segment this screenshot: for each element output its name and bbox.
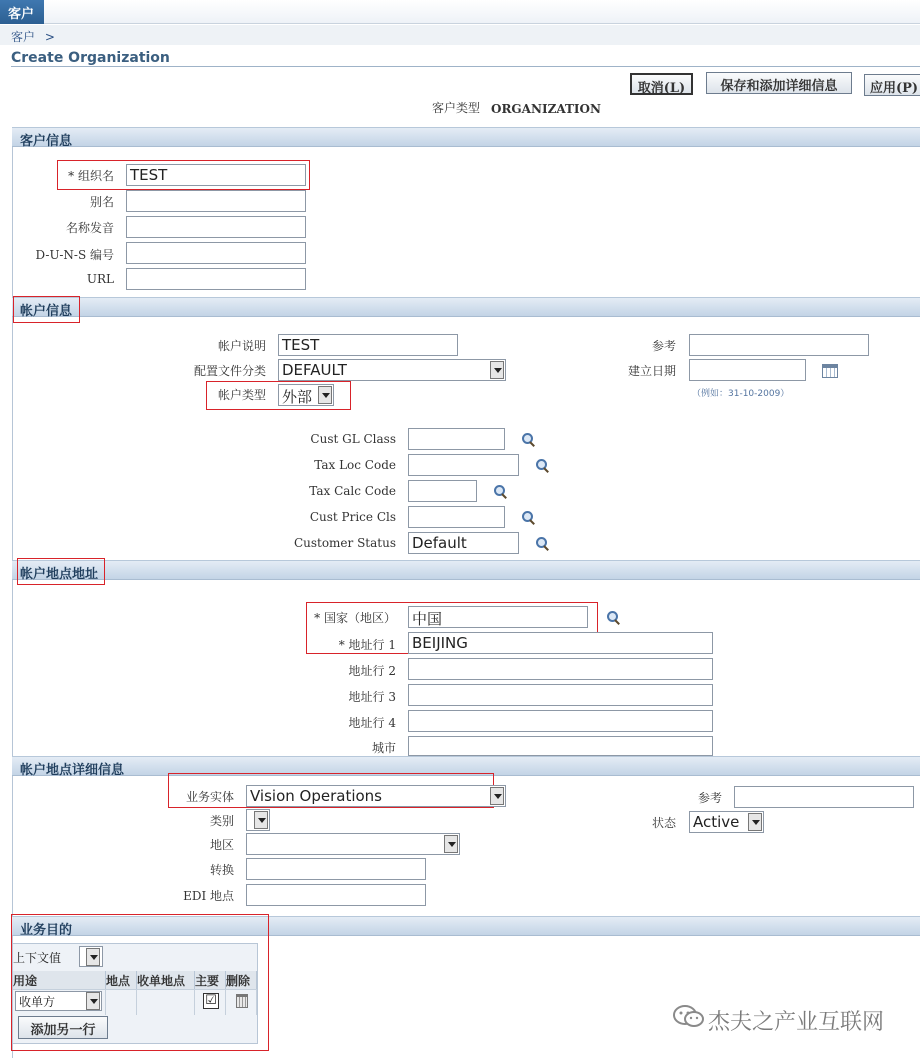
cust-price-cls-input[interactable]: [408, 506, 505, 528]
column-header-bill-to-location: 收单地点: [137, 971, 195, 989]
duns-input[interactable]: [126, 242, 306, 264]
purpose-select[interactable]: 收单方: [15, 991, 102, 1011]
category-label: 类别: [209, 814, 234, 828]
reference-input[interactable]: [689, 334, 869, 356]
address-line2-label: 地址行 2: [348, 664, 396, 678]
site-reference-label: 参考: [697, 791, 722, 805]
address-line1-label: * 地址行 1: [338, 638, 396, 652]
search-icon[interactable]: [521, 432, 535, 446]
url-input[interactable]: [126, 268, 306, 290]
section-account-info-title: 帐户信息: [20, 304, 73, 319]
region-select[interactable]: [246, 833, 460, 855]
profile-class-label: 配置文件分类: [193, 364, 266, 378]
established-date-label: 建立日期: [627, 364, 676, 378]
tax-loc-code-label: Tax Loc Code: [314, 458, 396, 472]
account-description-label: 帐户说明: [217, 339, 266, 353]
customer-status-label: Customer Status: [293, 536, 396, 550]
tax-loc-code-input[interactable]: [408, 454, 519, 476]
section-account-info: [12, 297, 920, 317]
add-another-row-button[interactable]: 添加另一行: [18, 1016, 108, 1039]
city-label: 城市: [371, 741, 396, 755]
cust-price-cls-label: Cust Price Cls: [309, 510, 396, 524]
section-account-site-details-title: 帐户地点详细信息: [20, 763, 125, 778]
customer-type-value: ORGANIZATION: [491, 102, 601, 116]
section-customer-info: [12, 127, 920, 147]
region-label: 地区: [209, 838, 234, 852]
operating-unit-select[interactable]: Vision Operations: [246, 785, 506, 807]
chevron-down-icon[interactable]: [490, 787, 504, 805]
search-icon[interactable]: [535, 458, 549, 472]
org-name-input[interactable]: TEST: [126, 164, 306, 186]
status-label: 状态: [651, 816, 676, 830]
section-account-site-address: [12, 560, 920, 580]
primary-checkbox[interactable]: ☑: [203, 993, 219, 1009]
translation-label: 转换: [209, 863, 234, 877]
calendar-icon[interactable]: [822, 364, 838, 378]
tax-calc-code-label: Tax Calc Code: [309, 484, 396, 498]
section-account-site-address-title: 帐户地点地址: [20, 567, 99, 582]
cust-gl-class-label: Cust GL Class: [310, 432, 396, 446]
address-line2-input[interactable]: [408, 658, 713, 680]
wechat-logo-icon: [672, 1004, 706, 1028]
established-date-input[interactable]: [689, 359, 806, 381]
column-header-location: 地点: [106, 971, 137, 989]
address-line4-label: 地址行 4: [348, 716, 396, 730]
column-header-primary: 主要: [195, 971, 226, 989]
apply-button[interactable]: 应用(P): [864, 74, 920, 96]
watermark-text: 杰夫之产业互联网: [708, 1010, 885, 1035]
account-type-select[interactable]: 外部: [278, 384, 334, 406]
breadcrumb-separator: >: [44, 30, 55, 44]
pronunciation-label: 名称发音: [65, 221, 114, 235]
alias-label: 别名: [89, 195, 114, 209]
pronunciation-input[interactable]: [126, 216, 306, 238]
edi-location-input[interactable]: [246, 884, 426, 906]
chevron-down-icon[interactable]: [748, 813, 762, 831]
section-business-purpose-title: 业务目的: [20, 923, 73, 938]
breadcrumb-band: [0, 25, 920, 45]
org-name-label: * 组织名: [68, 169, 114, 183]
tab-customer[interactable]: 客户: [0, 0, 44, 24]
profile-class-select[interactable]: DEFAULT: [278, 359, 506, 381]
page-title: Create Organization: [11, 50, 170, 66]
site-reference-input[interactable]: [734, 786, 914, 808]
breadcrumb: [11, 28, 55, 45]
country-input[interactable]: 中国: [408, 606, 588, 628]
top-bar: [0, 0, 920, 24]
duns-label: D-U-N-S 编号: [35, 248, 114, 262]
address-line3-label: 地址行 3: [348, 690, 396, 704]
edi-location-label: EDI 地点: [183, 889, 234, 903]
address-line1-input[interactable]: BEIJING: [408, 632, 713, 654]
address-line4-input[interactable]: [408, 710, 713, 732]
search-icon[interactable]: [521, 510, 535, 524]
breadcrumb-link-customer[interactable]: 客户: [11, 30, 36, 44]
chevron-down-icon[interactable]: [254, 811, 268, 829]
city-input[interactable]: [408, 736, 713, 756]
reference-label: 参考: [651, 339, 676, 353]
address-line3-input[interactable]: [408, 684, 713, 706]
customer-type-label: 客户类型: [431, 101, 480, 115]
search-icon[interactable]: [493, 484, 507, 498]
context-value-label: 上下文值: [13, 951, 62, 965]
highlight-site-address: [17, 558, 105, 585]
chevron-down-icon[interactable]: [490, 361, 504, 379]
search-icon[interactable]: [535, 536, 549, 550]
account-type-label: 帐户类型: [217, 388, 266, 402]
title-divider: [11, 66, 920, 67]
highlight-business-purpose: [11, 914, 269, 1051]
section-customer-info-title: 客户信息: [20, 134, 73, 149]
established-date-hint: （例如：31-10-2009）: [692, 389, 790, 399]
cust-gl-class-input[interactable]: [408, 428, 505, 450]
save-and-add-details-button[interactable]: 保存和添加详细信息: [706, 72, 852, 94]
translation-input[interactable]: [246, 858, 426, 880]
highlight-account-info: [13, 296, 80, 323]
country-label: * 国家（地区）: [314, 611, 396, 625]
customer-status-input[interactable]: Default: [408, 532, 519, 554]
alias-input[interactable]: [126, 190, 306, 212]
url-label: URL: [86, 272, 114, 286]
column-header-purpose: 用途: [13, 971, 106, 989]
operating-unit-label: 业务实体: [185, 790, 234, 804]
cancel-button[interactable]: 取消(L): [630, 73, 693, 95]
column-header-delete: 删除: [226, 971, 257, 989]
search-icon[interactable]: [606, 610, 620, 624]
chevron-down-icon[interactable]: [318, 386, 332, 404]
account-description-input[interactable]: TEST: [278, 334, 458, 356]
status-select[interactable]: Active: [689, 811, 764, 833]
tax-calc-code-input[interactable]: [408, 480, 477, 502]
chevron-down-icon[interactable]: [444, 835, 458, 853]
